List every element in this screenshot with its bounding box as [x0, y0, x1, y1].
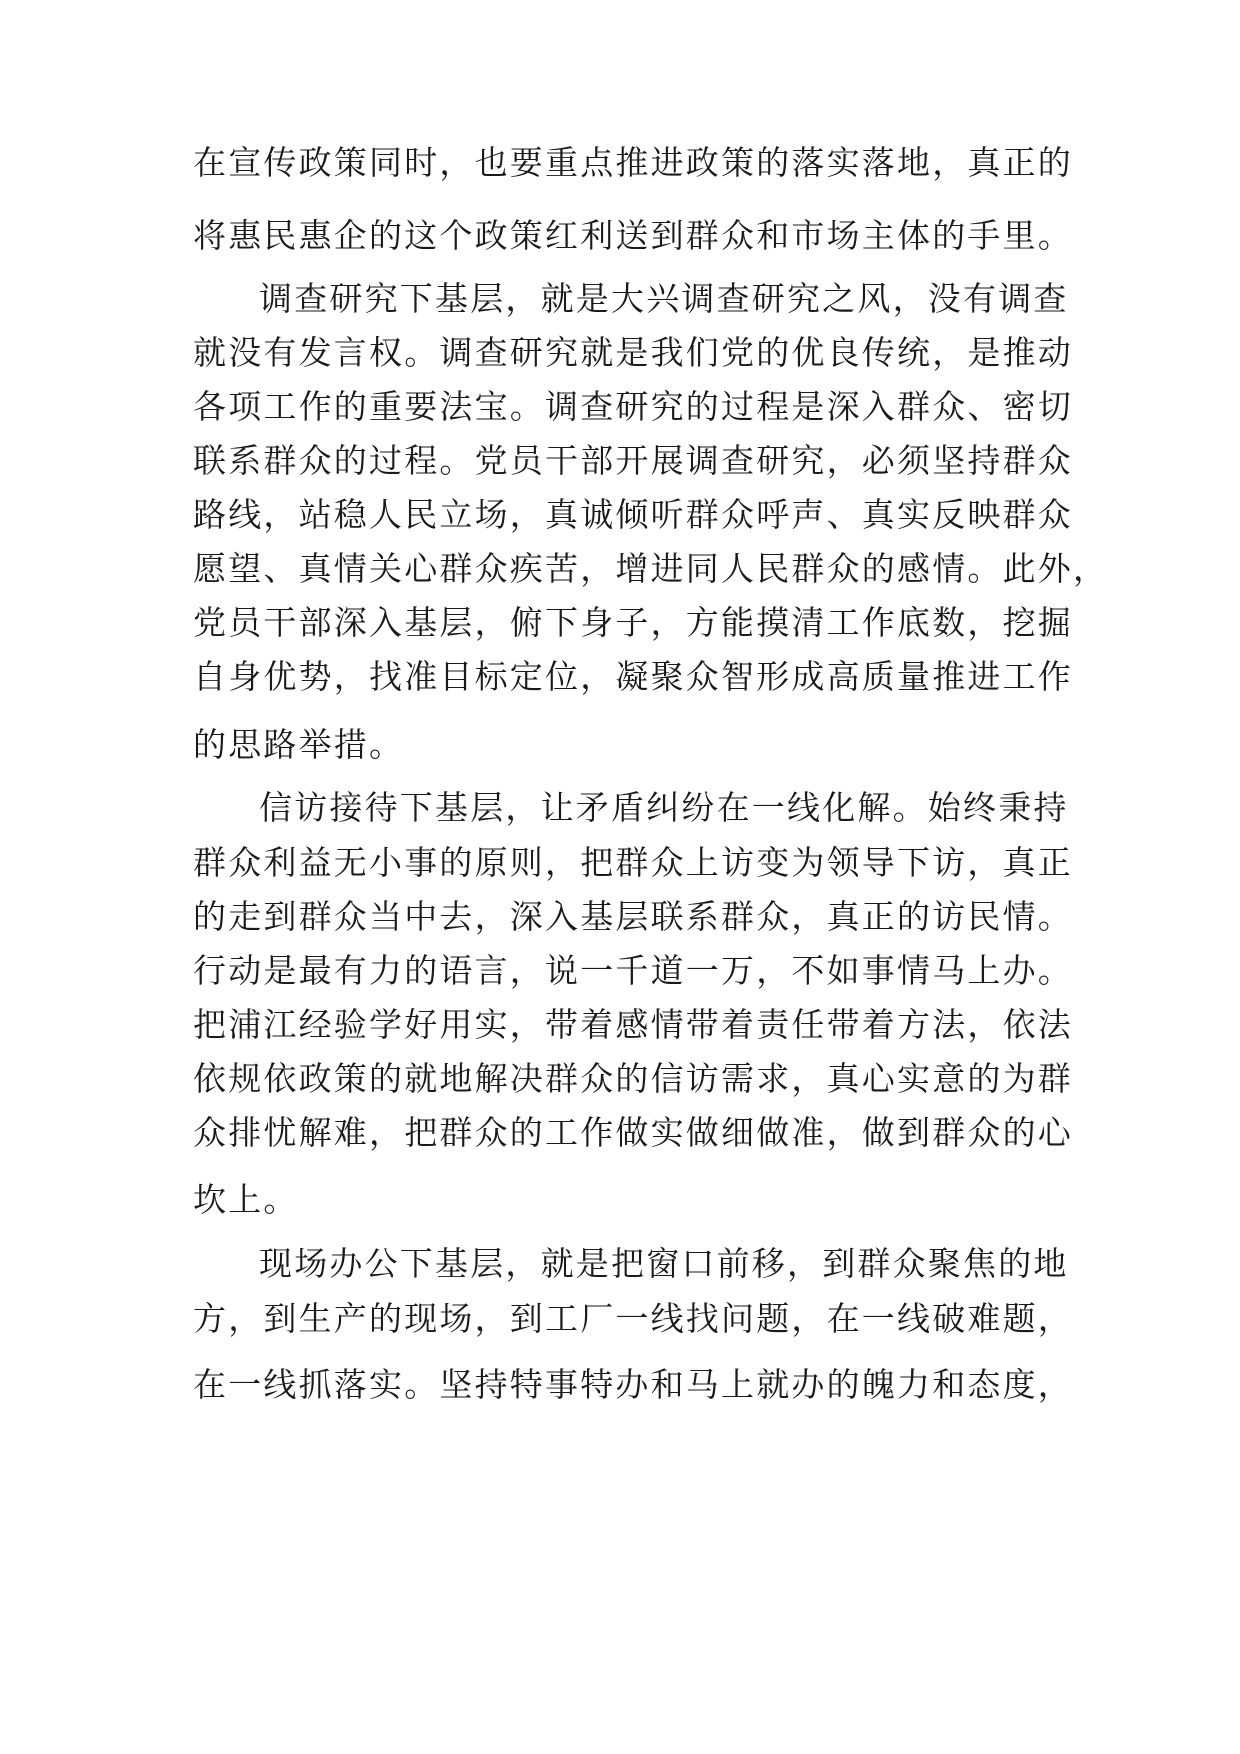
text-line-15: 行动是最有力的语言，说一千道一万，不如事情马上办。 [193, 951, 1073, 990]
text-line-13: 群众利益无小事的原则，把群众上访变为领导下访，真正 [193, 843, 1073, 882]
text-line-2: 将惠民惠企的这个政策红利送到群众和市场主体的手里。 [193, 216, 1073, 255]
text-line-4: 就没有发言权。调查研究就是我们党的优良传统，是推动 [193, 333, 1073, 372]
text-line-19: 坎上。 [193, 1180, 299, 1219]
paragraph-start-petition: 信访接待下基层，让矛盾纠纷在一线化解。始终秉持 [259, 788, 1069, 827]
text-line-14: 的走到群众当中去，深入基层联系群众，真正的访民情。 [193, 897, 1073, 936]
text-line-10: 自身优势，找准目标定位，凝聚众智形成高质量推进工作 [193, 657, 1073, 696]
text-line-8: 愿望、真情关心群众疾苦，增进同人民群众的感情。此外， [193, 549, 1109, 588]
text-line-6: 联系群众的过程。党员干部开展调查研究，必须坚持群众 [193, 441, 1073, 480]
paragraph-start-onsite: 现场办公下基层，就是把窗口前移，到群众聚焦的地 [259, 1244, 1069, 1283]
text-line-16: 把浦江经验学好用实，带着感情带着责任带着方法，依法 [193, 1005, 1073, 1044]
text-line-21: 方，到生产的现场，到工厂一线找问题，在一线破难题， [193, 1299, 1073, 1338]
text-line-1: 在宣传政策同时，也要重点推进政策的落实落地，真正的 [193, 143, 1073, 182]
text-line-22: 在一线抓落实。坚持特事特办和马上就办的魄力和态度， [193, 1365, 1073, 1404]
paragraph-start-survey: 调查研究下基层，就是大兴调查研究之风，没有调查 [259, 279, 1069, 318]
text-line-17: 依规依政策的就地解决群众的信访需求，真心实意的为群 [193, 1059, 1073, 1098]
text-line-11: 的思路举措。 [193, 725, 405, 764]
text-line-5: 各项工作的重要法宝。调查研究的过程是深入群众、密切 [193, 387, 1073, 426]
text-line-9: 党员干部深入基层，俯下身子，方能摸清工作底数，挖掘 [193, 603, 1073, 642]
text-line-18: 众排忧解难，把群众的工作做实做细做准，做到群众的心 [193, 1113, 1073, 1152]
text-line-7: 路线，站稳人民立场，真诚倾听群众呼声、真实反映群众 [193, 495, 1073, 534]
